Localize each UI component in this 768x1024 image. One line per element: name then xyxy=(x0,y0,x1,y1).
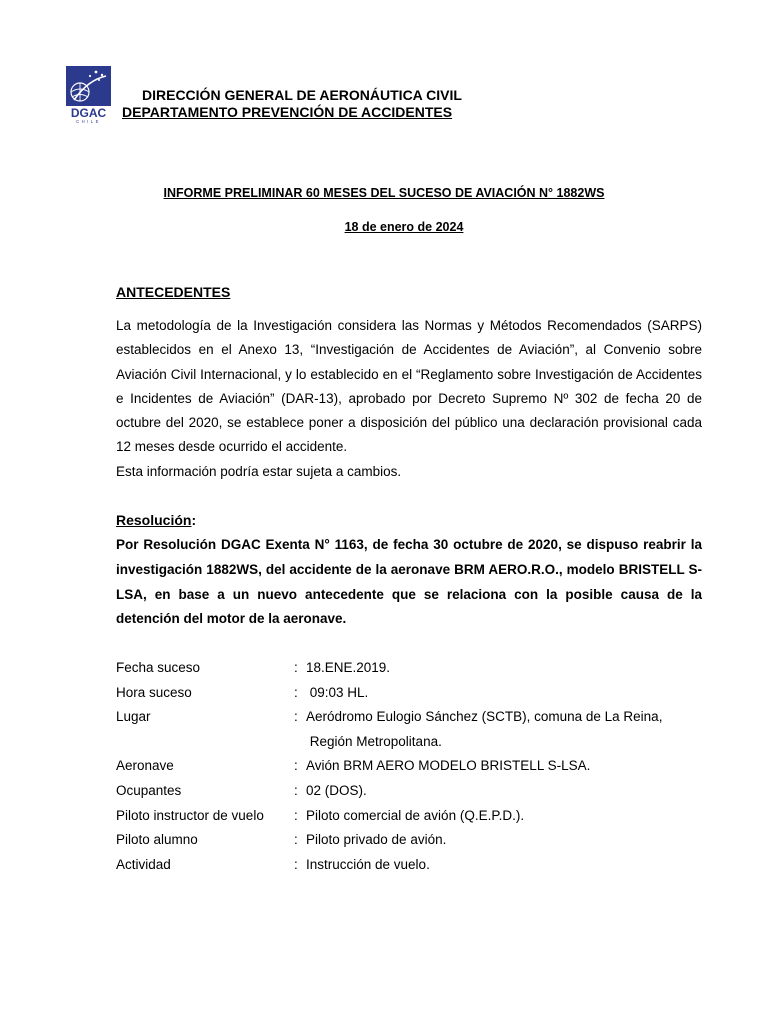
logo-star xyxy=(101,74,103,76)
antecedentes-paragraph: La metodología de la Investigación considera las Normas y Métodos Recomendados (SARPS) establecidos en el Anexo 13, “Investigación de Accidentes de Aviación”, al Convenio sobre Aviación Civil Internacional, y lo establecido en el “Reglamento sobre Investigación de Accidentes e Incidentes de Aviación” (DAR-13), aprobado por Decreto Supremo Nº 302 de fecha 20 de octubre del 2020, se establece poner a disposición del público una declaración provisional cada 12 meses desde ocurrido el accidente. xyxy=(116,318,702,455)
resolucion-heading-text: Resolución xyxy=(116,512,192,528)
detail-row xyxy=(116,804,716,829)
organization-header xyxy=(122,87,462,121)
detail-value: 09:03 HL. xyxy=(306,684,369,700)
resolucion-heading xyxy=(116,512,196,528)
detail-label xyxy=(116,730,294,755)
detail-colon: : xyxy=(294,684,298,700)
detail-colon xyxy=(294,730,306,755)
logo-star xyxy=(95,71,98,74)
detail-colon: : xyxy=(294,660,298,675)
detail-value: Piloto comercial de avión (Q.E.P.D.). xyxy=(306,807,525,823)
logo-subtext: CHILE xyxy=(76,119,101,124)
org-name: DIRECCIÓN GENERAL DE AERONÁUTICA CIVIL xyxy=(142,87,462,103)
detail-colon: : xyxy=(294,709,298,725)
detail-value: Piloto privado de avión. xyxy=(306,832,447,848)
report-title: INFORME PRELIMINAR 60 MESES DEL SUCESO DE AVIACIÓN N° 1882WS xyxy=(163,186,605,200)
logo-text: DGAC xyxy=(70,106,107,120)
detail-row xyxy=(116,779,716,804)
detail-value: 18.ENE.2019. xyxy=(306,660,391,675)
antecedentes-heading: ANTECEDENTES xyxy=(116,284,231,300)
antecedentes-note: Esta información podría estar sujeta a cambios. xyxy=(116,463,402,479)
detail-value: Instrucción de vuelo. xyxy=(306,856,430,872)
detail-colon: : xyxy=(294,807,298,823)
antecedentes-section xyxy=(116,314,702,484)
detail-value: Región Metropolitana. xyxy=(306,733,442,749)
report-date: 18 de enero de 2024 xyxy=(344,220,464,234)
detail-row xyxy=(116,828,716,853)
detail-row xyxy=(116,656,716,681)
dgac-logo xyxy=(66,66,111,124)
detail-label: Piloto instructor de vuelo xyxy=(116,807,264,823)
detail-label: Piloto alumno xyxy=(116,832,198,848)
detail-colon: : xyxy=(294,758,298,774)
detail-label: Hora suceso xyxy=(116,684,192,700)
incident-details xyxy=(116,656,716,877)
detail-row xyxy=(116,853,716,878)
detail-label: Aeronave xyxy=(116,758,174,774)
detail-value: 02 (DOS). xyxy=(306,782,367,798)
logo-star xyxy=(89,75,91,77)
detail-label: Lugar xyxy=(116,709,151,725)
detail-value: Aeródromo Eulogio Sánchez (SCTB), comuna de La Reina, xyxy=(306,709,663,725)
detail-colon: : xyxy=(294,856,298,872)
detail-colon: : xyxy=(294,832,298,848)
detail-row xyxy=(116,705,716,730)
resolucion-paragraph: Por Resolución DGAC Exenta N° 1163, de fecha 30 octubre de 2020, se dispuso reabrir la investigación 1882WS, del accidente de la aeronave BRM AERO.R.O., modelo BRISTELL S-LSA, en base a un nuevo antecedente que se relaciona con la posible causa de la detención del motor de la aeronave. xyxy=(116,537,702,627)
detail-colon: : xyxy=(294,782,298,798)
detail-label: Fecha suceso xyxy=(116,660,201,675)
resolucion-heading-colon: : xyxy=(191,512,197,528)
detail-row xyxy=(116,754,716,779)
detail-label: Ocupantes xyxy=(116,782,182,798)
department-name: DEPARTAMENTO PREVENCIÓN DE ACCIDENTES xyxy=(122,104,453,120)
detail-value: Avión BRM AERO MODELO BRISTELL S-LSA. xyxy=(306,758,591,774)
detail-label: Actividad xyxy=(116,856,171,872)
detail-row xyxy=(116,681,716,706)
detail-row xyxy=(116,730,716,755)
